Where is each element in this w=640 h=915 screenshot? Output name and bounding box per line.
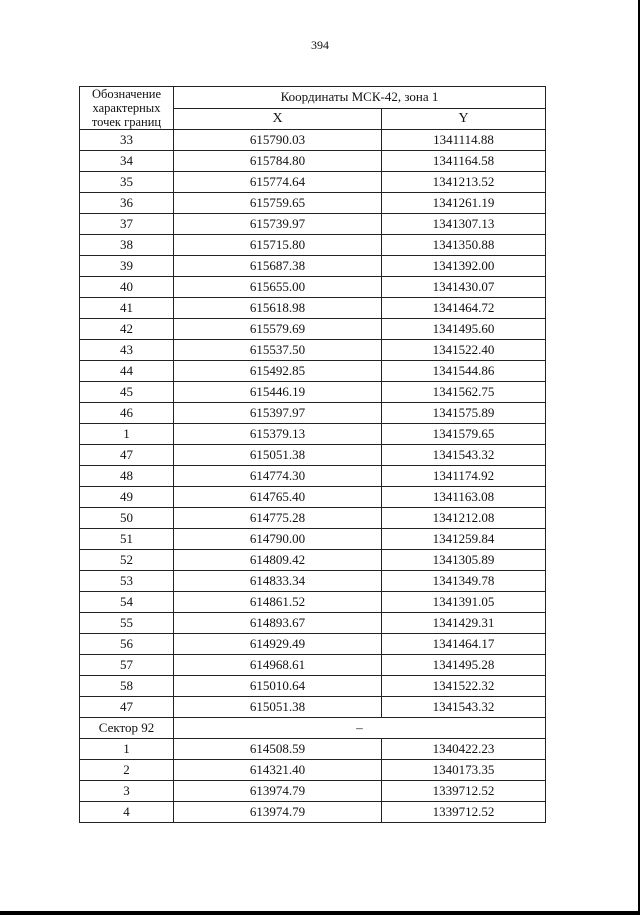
- table-row: [80, 697, 546, 718]
- y-coordinate-cell: 1341544.86: [382, 361, 546, 382]
- page-number: 394: [311, 38, 329, 52]
- table-row: [80, 781, 546, 802]
- y-coordinate-cell: 1339712.52: [382, 781, 546, 802]
- point-id-cell: 47: [80, 445, 174, 466]
- point-designation-header: [80, 87, 174, 130]
- table-row: [80, 382, 546, 403]
- y-coordinate-cell: 1341464.17: [382, 634, 546, 655]
- table-row: [80, 151, 546, 172]
- x-coordinate-cell: 615051.38: [174, 697, 382, 718]
- point-id-cell: 53: [80, 571, 174, 592]
- x-coordinate-cell: 614968.61: [174, 655, 382, 676]
- table-row: [80, 340, 546, 361]
- y-column-header: Y: [382, 108, 546, 130]
- y-coordinate-cell: 1339712.52: [382, 802, 546, 823]
- table-row: [80, 445, 546, 466]
- scan-bottom-edge: [0, 911, 640, 915]
- point-id-cell: 43: [80, 340, 174, 361]
- table-row: [80, 235, 546, 256]
- x-coordinate-cell: 614765.40: [174, 487, 382, 508]
- table-row: [80, 508, 546, 529]
- x-coordinate-cell: 615397.97: [174, 403, 382, 424]
- table-row: [80, 550, 546, 571]
- table-row: [80, 739, 546, 760]
- x-coordinate-cell: 615579.69: [174, 319, 382, 340]
- y-coordinate-cell: 1341212.08: [382, 508, 546, 529]
- y-coordinate-cell: 1341350.88: [382, 235, 546, 256]
- y-coordinate-cell: 1341464.72: [382, 298, 546, 319]
- y-coordinate-cell: 1341429.31: [382, 613, 546, 634]
- x-coordinate-cell: 615687.38: [174, 256, 382, 277]
- point-id-cell: 58: [80, 676, 174, 697]
- table-row: [80, 256, 546, 277]
- table-row: [80, 487, 546, 508]
- table-header: [80, 87, 546, 130]
- x-coordinate-cell: 614321.40: [174, 760, 382, 781]
- point-id-cell: 51: [80, 529, 174, 550]
- point-id-cell: 46: [80, 403, 174, 424]
- table-row: [80, 130, 546, 151]
- table-row: [80, 214, 546, 235]
- y-coordinate-cell: 1341259.84: [382, 529, 546, 550]
- table-row: [80, 403, 546, 424]
- x-coordinate-cell: 615010.64: [174, 676, 382, 697]
- table-row: [80, 529, 546, 550]
- y-coordinate-cell: 1341349.78: [382, 571, 546, 592]
- x-coordinate-cell: 615051.38: [174, 445, 382, 466]
- table-row: [80, 592, 546, 613]
- y-coordinate-cell: 1341114.88: [382, 130, 546, 151]
- point-id-cell: 33: [80, 130, 174, 151]
- section-rows: [80, 739, 546, 823]
- y-coordinate-cell: 1341213.52: [382, 172, 546, 193]
- y-coordinate-cell: 1341495.28: [382, 655, 546, 676]
- point-id-cell: 54: [80, 592, 174, 613]
- x-coordinate-cell: 615774.64: [174, 172, 382, 193]
- table-row: [80, 172, 546, 193]
- x-coordinate-cell: 615759.65: [174, 193, 382, 214]
- y-coordinate-cell: 1341307.13: [382, 214, 546, 235]
- y-coordinate-cell: 1341392.00: [382, 256, 546, 277]
- point-id-cell: 41: [80, 298, 174, 319]
- x-coordinate-cell: 615492.85: [174, 361, 382, 382]
- point-id-cell: 44: [80, 361, 174, 382]
- header-line-1: Обозначение: [91, 87, 162, 101]
- y-coordinate-cell: 1341391.05: [382, 592, 546, 613]
- table-body: [80, 130, 546, 718]
- y-coordinate-cell: 1341164.58: [382, 151, 546, 172]
- point-id-cell: 52: [80, 550, 174, 571]
- x-coordinate-cell: 614790.00: [174, 529, 382, 550]
- point-id-cell: 40: [80, 277, 174, 298]
- point-id-cell: 34: [80, 151, 174, 172]
- table-row: [80, 571, 546, 592]
- point-id-cell: 50: [80, 508, 174, 529]
- point-id-cell: 48: [80, 466, 174, 487]
- point-id-cell: 38: [80, 235, 174, 256]
- x-coordinate-cell: 614861.52: [174, 592, 382, 613]
- point-id-cell: 42: [80, 319, 174, 340]
- x-coordinate-cell: 615446.19: [174, 382, 382, 403]
- x-coordinate-cell: 613974.79: [174, 781, 382, 802]
- point-id-cell: 3: [80, 781, 174, 802]
- x-coordinate-cell: 614833.34: [174, 571, 382, 592]
- table-row: [80, 634, 546, 655]
- point-id-cell: 49: [80, 487, 174, 508]
- section-body: [80, 718, 546, 739]
- table-row: [80, 676, 546, 697]
- x-coordinate-cell: 613974.79: [174, 802, 382, 823]
- table-row: [80, 466, 546, 487]
- point-id-cell: 36: [80, 193, 174, 214]
- x-coordinate-cell: 615790.03: [174, 130, 382, 151]
- y-coordinate-cell: 1341562.75: [382, 382, 546, 403]
- x-coordinate-cell: 614508.59: [174, 739, 382, 760]
- x-coordinate-cell: 615618.98: [174, 298, 382, 319]
- x-coordinate-cell: 615655.00: [174, 277, 382, 298]
- section-label: Сектор 92: [80, 718, 174, 739]
- point-id-cell: 45: [80, 382, 174, 403]
- point-id-cell: 1: [80, 424, 174, 445]
- point-id-cell: 39: [80, 256, 174, 277]
- table-row: [80, 319, 546, 340]
- point-id-cell: 35: [80, 172, 174, 193]
- y-coordinate-cell: 1341522.32: [382, 676, 546, 697]
- point-id-cell: 57: [80, 655, 174, 676]
- table-row: [80, 361, 546, 382]
- header-line-3: точек границ: [91, 115, 162, 129]
- y-coordinate-cell: 1341543.32: [382, 445, 546, 466]
- point-id-cell: 37: [80, 214, 174, 235]
- table-row: [80, 655, 546, 676]
- coordinates-group-header: Координаты МСК-42, зона 1: [174, 87, 546, 109]
- y-coordinate-cell: 1341543.32: [382, 697, 546, 718]
- point-id-cell: 2: [80, 760, 174, 781]
- x-coordinate-cell: 615379.13: [174, 424, 382, 445]
- y-coordinate-cell: 1341174.92: [382, 466, 546, 487]
- table-row: [80, 424, 546, 445]
- x-coordinate-cell: 614893.67: [174, 613, 382, 634]
- x-coordinate-cell: 614809.42: [174, 550, 382, 571]
- section-row: [80, 718, 546, 739]
- point-id-cell: 56: [80, 634, 174, 655]
- point-id-cell: 1: [80, 739, 174, 760]
- y-coordinate-cell: 1341305.89: [382, 550, 546, 571]
- y-coordinate-cell: 1341261.19: [382, 193, 546, 214]
- y-coordinate-cell: 1341575.89: [382, 403, 546, 424]
- y-coordinate-cell: 1340422.23: [382, 739, 546, 760]
- x-column-header: X: [174, 108, 382, 130]
- x-coordinate-cell: 614774.30: [174, 466, 382, 487]
- x-coordinate-cell: 615739.97: [174, 214, 382, 235]
- y-coordinate-cell: 1341579.65: [382, 424, 546, 445]
- point-id-cell: 55: [80, 613, 174, 634]
- x-coordinate-cell: 615715.80: [174, 235, 382, 256]
- table-row: [80, 760, 546, 781]
- y-coordinate-cell: 1341495.60: [382, 319, 546, 340]
- table-row: [80, 193, 546, 214]
- y-coordinate-cell: 1340173.35: [382, 760, 546, 781]
- table-row: [80, 277, 546, 298]
- y-coordinate-cell: 1341522.40: [382, 340, 546, 361]
- y-coordinate-cell: 1341430.07: [382, 277, 546, 298]
- coordinates-table: [79, 86, 546, 823]
- x-coordinate-cell: 615537.50: [174, 340, 382, 361]
- y-coordinate-cell: 1341163.08: [382, 487, 546, 508]
- header-line-2: характерных: [92, 101, 161, 115]
- point-id-cell: 4: [80, 802, 174, 823]
- table-row: [80, 613, 546, 634]
- table-row: [80, 298, 546, 319]
- point-id-cell: 47: [80, 697, 174, 718]
- table-row: [80, 802, 546, 823]
- x-coordinate-cell: 614775.28: [174, 508, 382, 529]
- x-coordinate-cell: 615784.80: [174, 151, 382, 172]
- section-value: –: [174, 718, 546, 739]
- x-coordinate-cell: 614929.49: [174, 634, 382, 655]
